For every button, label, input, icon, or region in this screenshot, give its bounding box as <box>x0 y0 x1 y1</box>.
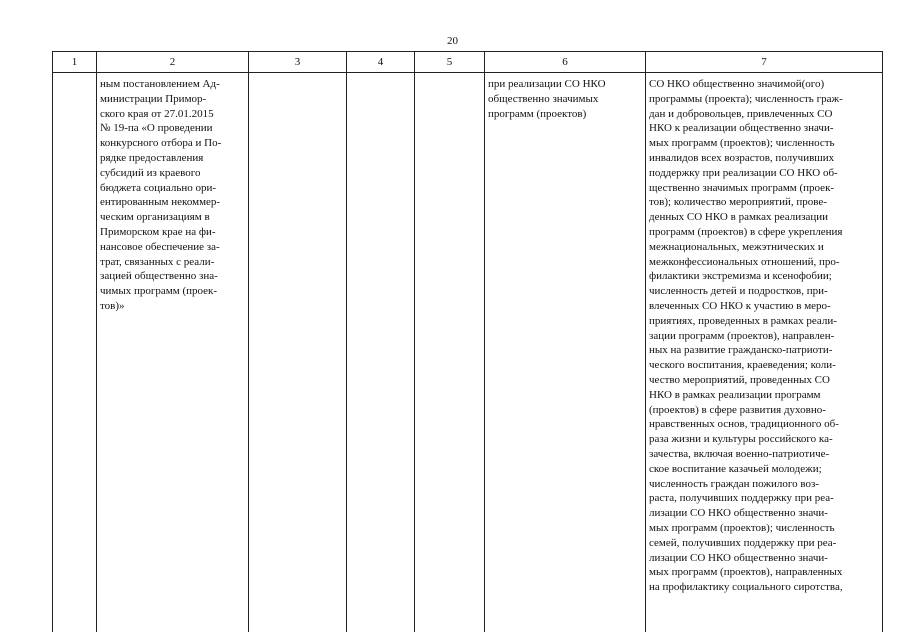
header-row <box>53 52 883 73</box>
cell-text-line: чество мероприятий, проведенных СО <box>649 373 830 386</box>
cell-text-line: тов); количество мероприятий, прове- <box>649 196 827 209</box>
cell-text-line: Приморском крае на фи- <box>100 225 216 238</box>
column-header-7: 7 <box>646 52 883 73</box>
cell-text-line: раста, получивших поддержку при реа- <box>649 492 834 505</box>
cell-text-line: инвалидов всех возрастов, получивших <box>649 151 835 164</box>
cell-text-line: программы (проекта); численность граж- <box>649 92 843 105</box>
cell-text-line: общественно значимых <box>488 92 599 105</box>
cell-text-line: тов)» <box>100 299 125 312</box>
cell-text-line: № 19-па «О проведении <box>100 122 213 135</box>
cell-text-line: ческого воспитания, краеведения; коли- <box>649 359 836 372</box>
cell-col-1 <box>53 73 97 633</box>
table-row <box>53 73 883 633</box>
document-table <box>52 51 883 632</box>
cell-text-line: мых программ (проектов); численность <box>649 521 835 534</box>
column-header-3: 3 <box>249 52 347 73</box>
cell-text-line: министрации Примор- <box>100 92 207 105</box>
cell-text-line: мых программ (проектов); численность <box>649 137 835 150</box>
column-header-6: 6 <box>485 52 646 73</box>
column-header-4: 4 <box>347 52 415 73</box>
cell-text-line: конкурсного отбора и По- <box>100 137 222 150</box>
cell-col-7 <box>646 73 883 633</box>
cell-text-line: семей, получивших поддержку при реа- <box>649 536 837 549</box>
column-header-2: 2 <box>97 52 249 73</box>
cell-text-line: дан и добровольцев, привлеченных СО <box>649 107 833 120</box>
cell-text-line: поддержку при реализации СО НКО об- <box>649 166 838 179</box>
cell-col-3 <box>249 73 347 633</box>
column-header-5: 5 <box>415 52 485 73</box>
cell-text-line: бюджета социально ори- <box>100 181 217 194</box>
cell-text-line: зации программ (проектов), направлен- <box>649 329 835 342</box>
cell-text-line: СО НКО общественно значимой(ого) <box>649 78 825 90</box>
cell-text-line: ское воспитание казачьей молодежи; <box>649 462 822 475</box>
cell-text-line: ных на развитие гражданско-патриоти- <box>649 344 833 357</box>
cell-text-line: ным постановлением Ад- <box>100 78 220 90</box>
cell-text-line: при реализации СО НКО <box>488 78 606 90</box>
cell-text-line: НКО в рамках реализации программ <box>649 388 821 401</box>
cell-text-line: зачества, включая военно-патриотиче- <box>649 447 830 460</box>
cell-col-4 <box>347 73 415 633</box>
cell-text-line: лизации СО НКО общественно значи- <box>649 551 828 564</box>
cell-text-line: щественно значимых программ (проек- <box>649 181 835 194</box>
cell-text-line: ентированным некоммер- <box>100 196 221 209</box>
cell-text-line: мых программ (проектов), направленных <box>649 566 843 579</box>
cell-text-line: НКО к реализации общественно значи- <box>649 122 834 135</box>
cell-text-line: рядке предоставления <box>100 151 204 164</box>
cell-text-line: ского края от 27.01.2015 <box>100 107 214 120</box>
cell-text-line: влеченных СО НКО к участию в меро- <box>649 299 831 312</box>
cell-text-line: зацией общественно зна- <box>100 270 218 283</box>
column-header-1: 1 <box>53 52 97 73</box>
cell-text-line: межнациональных, межэтнических и <box>649 240 824 253</box>
cell-text-line: лизации СО НКО общественно значи- <box>649 507 828 520</box>
page-number: 20 <box>447 35 458 47</box>
cell-text-line: чимых программ (проек- <box>100 285 218 298</box>
cell-col-5 <box>415 73 485 633</box>
cell-text-line: филактики экстремизма и ксенофобии; <box>649 270 832 283</box>
cell-text-line: нансовое обеспечение за- <box>100 240 220 253</box>
cell-col-6 <box>485 73 646 633</box>
cell-text-line: на профилактику социального сиротства, <box>649 581 843 594</box>
cell-text-line: межконфессиональных отношений, про- <box>649 255 840 268</box>
cell-text-line: программ (проектов) <box>488 107 587 120</box>
cell-text-line: (проектов) в сфере развития духовно- <box>649 403 826 416</box>
cell-text-line: раза жизни и культуры российского ка- <box>649 433 833 446</box>
cell-text-line: численность граждан пожилого воз- <box>649 477 819 490</box>
cell-text-line: субсидий из краевого <box>100 166 201 179</box>
cell-text-line: численность детей и подростков, при- <box>649 285 828 298</box>
cell-text-line: приятиях, проведенных в рамках реали- <box>649 314 837 327</box>
cell-col-2 <box>97 73 249 633</box>
cell-text-line: ческим организациям в <box>100 211 210 224</box>
cell-text-line: денных СО НКО в рамках реализации <box>649 211 828 224</box>
cell-text-line: нравственных основ, традиционного об- <box>649 418 839 431</box>
cell-text-line: программ (проектов) в сфере укрепления <box>649 225 843 238</box>
cell-text-line: трат, связанных с реали- <box>100 255 215 268</box>
